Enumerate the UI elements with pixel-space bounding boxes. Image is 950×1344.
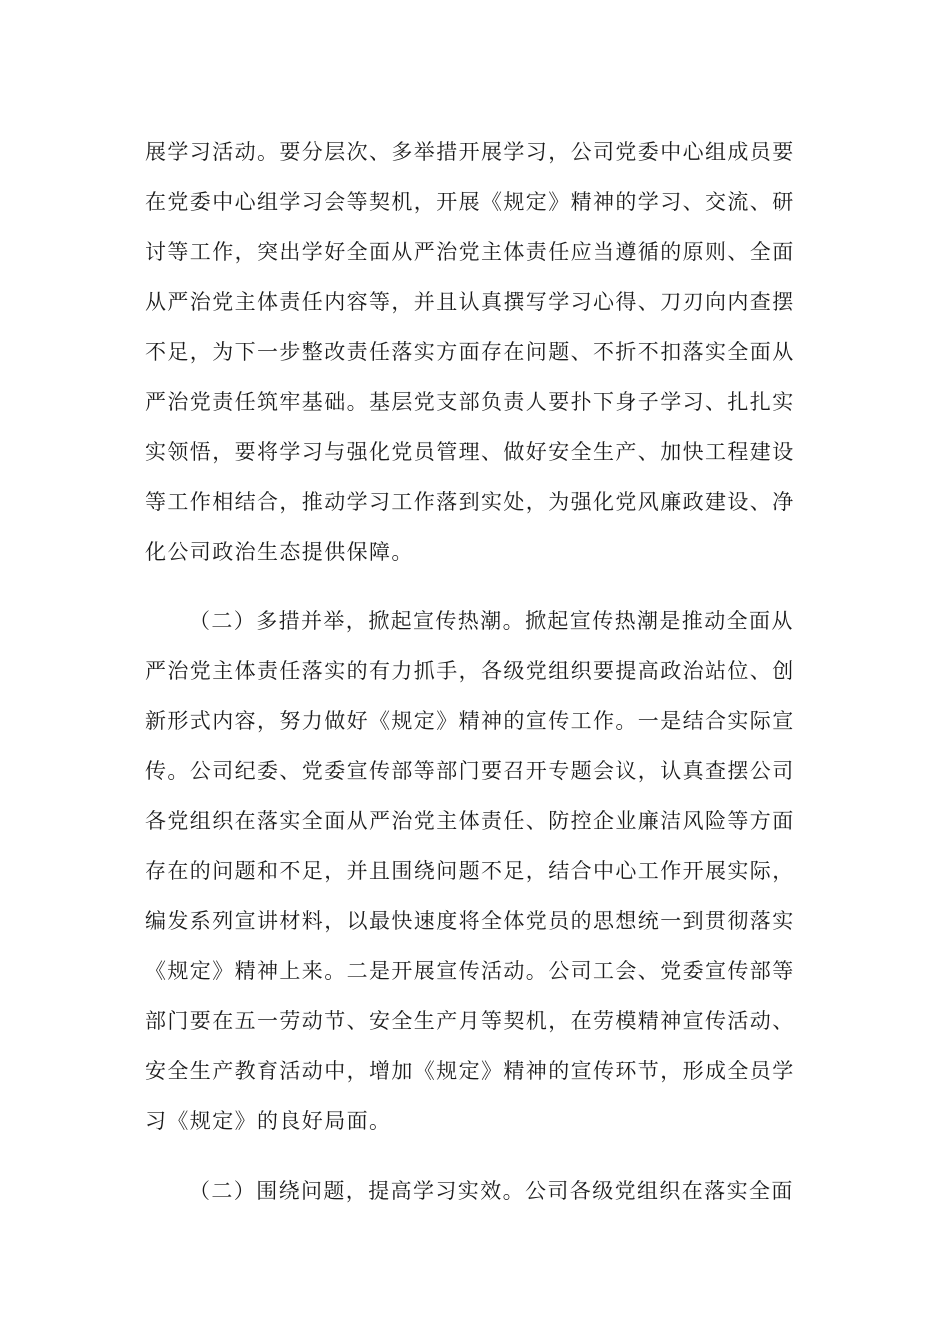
paragraph-line: 讨等工作，突出学好全面从严治党主体责任应当遵循的原则、全面 xyxy=(145,240,795,264)
paragraph-line: 各党组织在落实全面从严治党主体责任、防控企业廉洁风险等方面 xyxy=(145,809,795,833)
paragraph-line: 部门要在五一劳动节、安全生产月等契机，在劳模精神宣传活动、 xyxy=(145,1009,795,1033)
paragraph-problem-focus xyxy=(145,1166,807,1216)
paragraph-study-activities xyxy=(145,127,807,577)
paragraph-line: 《规定》精神上来。二是开展宣传活动。公司工会、党委宣传部等 xyxy=(145,959,795,983)
paragraph-line: 严治党责任筑牢基础。基层党支部负责人要扑下身子学习、扎扎实 xyxy=(145,390,795,414)
paragraph-line: 安全生产教育活动中，增加《规定》精神的宣传环节，形成全员学 xyxy=(145,1059,795,1083)
paragraph-publicity xyxy=(145,596,807,1146)
paragraph-line-indented: （二）多措并举，掀起宣传热潮。掀起宣传热潮是推动全面从 xyxy=(189,609,794,633)
paragraph-line: 习《规定》的良好局面。 xyxy=(145,1109,392,1133)
paragraph-line: 化公司政治生态提供保障。 xyxy=(145,540,414,564)
paragraph-line: 严治党主体责任落实的有力抓手，各级党组织要提高政治站位、创 xyxy=(145,659,795,683)
paragraph-line: 新形式内容，努力做好《规定》精神的宣传工作。一是结合实际宣 xyxy=(145,709,795,733)
paragraph-line: 传。公司纪委、党委宣传部等部门要召开专题会议，认真查摆公司 xyxy=(145,759,795,783)
paragraph-line: 存在的问题和不足，并且围绕问题不足，结合中心工作开展实际， xyxy=(145,859,795,883)
paragraph-line: 在党委中心组学习会等契机，开展《规定》精神的学习、交流、研 xyxy=(145,190,795,214)
paragraph-line: 展学习活动。要分层次、多举措开展学习，公司党委中心组成员要 xyxy=(145,140,795,164)
paragraph-line: 从严治党主体责任内容等，并且认真撰写学习心得、刀刃向内查摆 xyxy=(145,290,795,314)
paragraph-line: 实领悟，要将学习与强化党员管理、做好安全生产、加快工程建设 xyxy=(145,440,795,464)
paragraph-line: 编发系列宣讲材料，以最快速度将全体党员的思想统一到贯彻落实 xyxy=(145,909,795,933)
paragraph-line: 等工作相结合，推动学习工作落到实处，为强化党风廉政建设、净 xyxy=(145,490,795,514)
paragraph-line-indented: （二）围绕问题，提高学习实效。公司各级党组织在落实全面 xyxy=(189,1179,794,1203)
paragraph-line: 不足，为下一步整改责任落实方面存在问题、不折不扣落实全面从 xyxy=(145,340,795,364)
